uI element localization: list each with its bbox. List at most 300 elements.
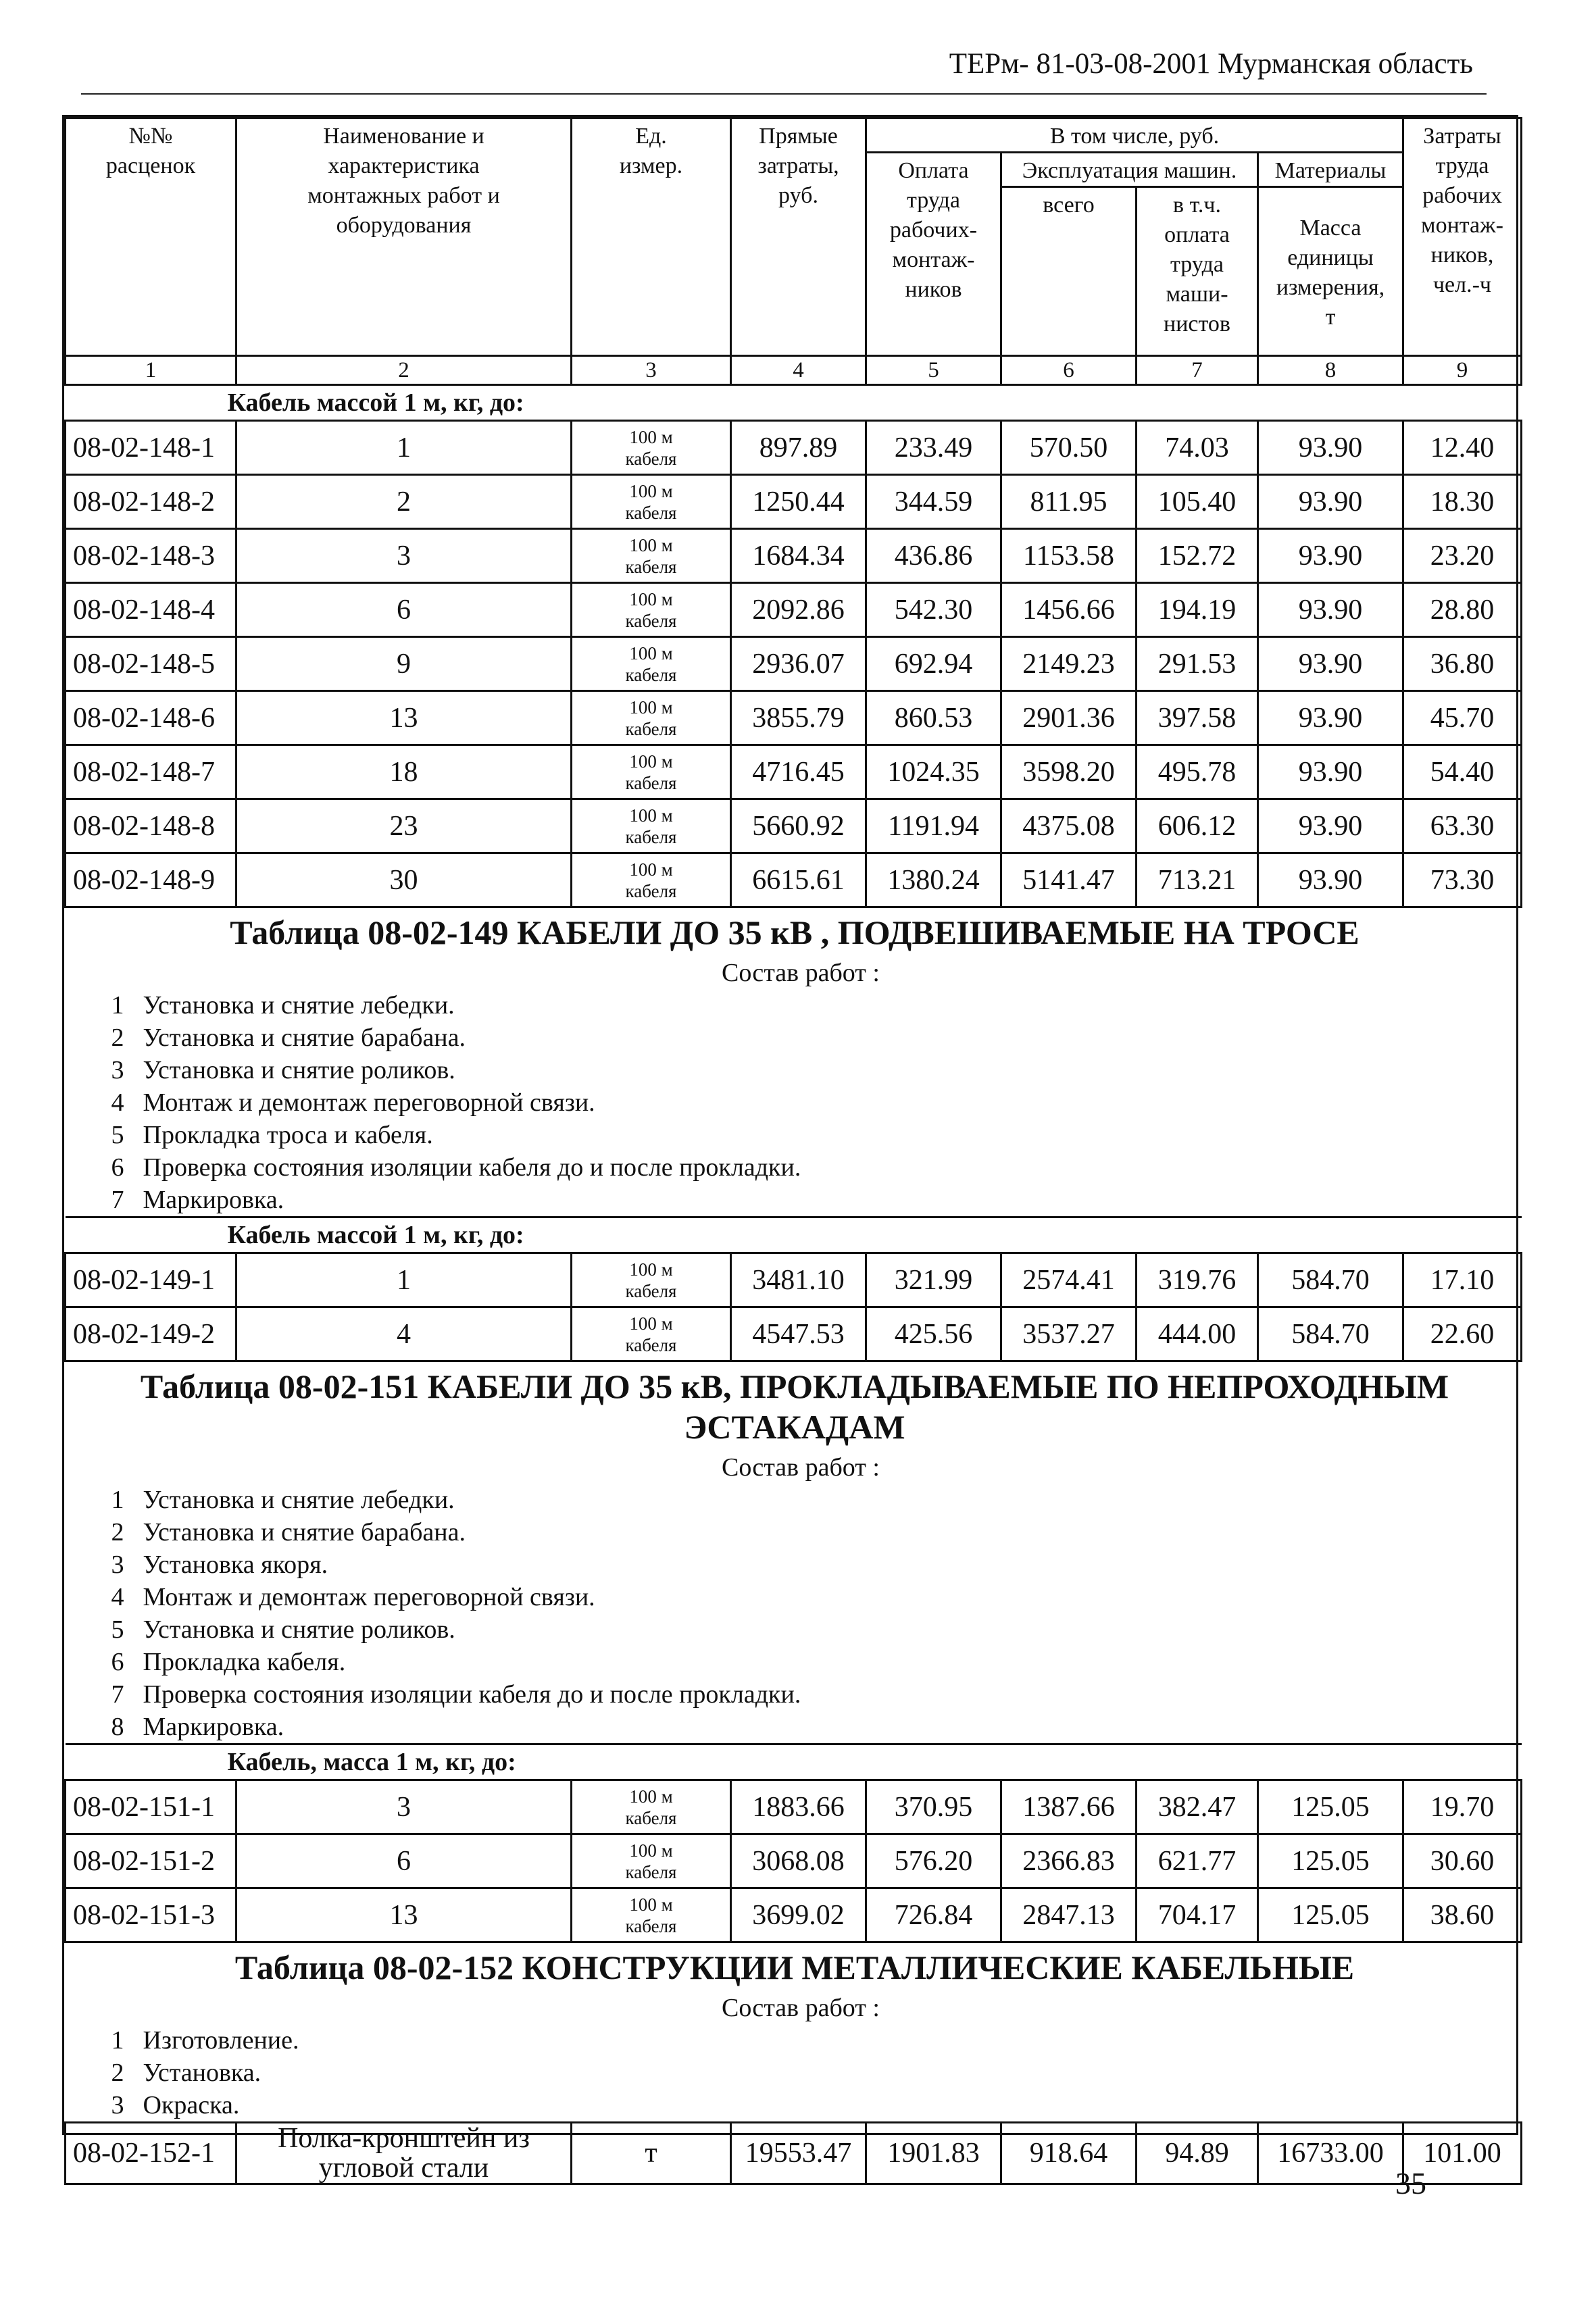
work-number: 3 — [111, 1056, 124, 1084]
unit-cell — [572, 583, 731, 637]
labor-costs: 28.80 — [1403, 583, 1522, 637]
unit-line: кабеля — [625, 826, 677, 847]
col-header-code-text — [66, 122, 235, 181]
table-title: Таблица 08-02-152 КОНСТРУКЦИИ МЕТАЛЛИЧЕСКИЕ КАБЕЛЬНЫЕ — [234, 1948, 1355, 1986]
table-row — [66, 421, 1522, 475]
col-header-group: В том числе, руб. — [866, 118, 1403, 153]
work-item — [66, 1581, 1522, 1613]
unit-cell: т — [572, 2123, 731, 2184]
work-item — [66, 1646, 1522, 1678]
materials-mass: 93.90 — [1258, 799, 1403, 853]
work-number: 4 — [111, 1583, 124, 1611]
machinist-wages: 194.19 — [1137, 583, 1258, 637]
table-row — [66, 691, 1522, 745]
labor-costs: 22.60 — [1403, 1307, 1522, 1361]
unit-line: кабеля — [625, 718, 677, 739]
materials-mass: 93.90 — [1258, 529, 1403, 583]
table-row — [66, 583, 1522, 637]
worker-wages: 370.95 — [866, 1780, 1001, 1834]
header-line: ников, — [1430, 243, 1494, 268]
rate-code: 08-02-152-1 — [66, 2123, 236, 2184]
work-item — [66, 1549, 1522, 1581]
cable-mass: 23 — [236, 799, 572, 853]
header-line: труда — [1170, 252, 1224, 277]
header-line: ников — [905, 277, 962, 302]
header-line: Наименование и — [323, 124, 484, 149]
machinist-wages: 713.21 — [1137, 853, 1258, 907]
work-number: 4 — [111, 1088, 124, 1117]
machines-total: 2901.36 — [1001, 691, 1137, 745]
labor-costs: 101.00 — [1403, 2123, 1522, 2184]
work-text: Установка и снятие роликов. — [143, 1615, 455, 1644]
direct-costs: 5660.92 — [731, 799, 866, 853]
work-item — [66, 1086, 1522, 1119]
work-text: Установка и снятие роликов. — [143, 1056, 455, 1084]
work-item — [66, 1119, 1522, 1151]
table-title-cell — [66, 907, 1522, 1217]
unit-text — [572, 588, 730, 632]
materials-mass: 584.70 — [1258, 1253, 1403, 1307]
header-line: оборудования — [336, 213, 472, 238]
rate-code: 08-02-148-8 — [66, 799, 236, 853]
direct-costs: 1684.34 — [731, 529, 866, 583]
worker-wages: 425.56 — [866, 1307, 1001, 1361]
worker-wages: 436.86 — [866, 529, 1001, 583]
unit-cell — [572, 637, 731, 691]
cable-mass: 9 — [236, 637, 572, 691]
rates-table — [64, 117, 1522, 2185]
unit-text — [572, 1840, 730, 1883]
header-line: нистов — [1164, 311, 1230, 336]
unit-line: 100 м — [629, 1840, 673, 1861]
work-number: 1 — [111, 991, 124, 1020]
table-row — [66, 637, 1522, 691]
cable-mass: 4 — [236, 1307, 572, 1361]
worker-wages: 1024.35 — [866, 745, 1001, 799]
work-text: Установка и снятие лебедки. — [143, 991, 455, 1020]
work-text: Монтаж и демонтаж переговорной связи. — [143, 1088, 595, 1117]
header-line: Затраты — [1423, 124, 1501, 149]
subheading: Кабель, масса 1 м, кг, до: — [66, 1744, 1522, 1780]
work-text: Проверка состояния изоляции кабеля до и после прокладки. — [143, 1153, 801, 1182]
rate-code: 08-02-148-6 — [66, 691, 236, 745]
machinist-wages: 291.53 — [1137, 637, 1258, 691]
unit-text — [572, 805, 730, 848]
machinist-wages: 444.00 — [1137, 1307, 1258, 1361]
labor-costs: 54.40 — [1403, 745, 1522, 799]
work-text: Изготовление. — [143, 2026, 299, 2055]
worker-wages: 1191.94 — [866, 799, 1001, 853]
table-row — [66, 2123, 1522, 2184]
rate-code: 08-02-148-5 — [66, 637, 236, 691]
table-row — [66, 475, 1522, 529]
rate-code: 08-02-148-3 — [66, 529, 236, 583]
col-header-unit-text — [572, 122, 730, 181]
table-row — [66, 1253, 1522, 1307]
direct-costs: 897.89 — [731, 421, 866, 475]
materials-mass: 584.70 — [1258, 1307, 1403, 1361]
table-row — [66, 1888, 1522, 1942]
subheading-row — [66, 385, 1522, 421]
work-item — [66, 1184, 1522, 1216]
work-item — [66, 2057, 1522, 2089]
cable-mass: 2 — [236, 475, 572, 529]
rate-code: 08-02-151-1 — [66, 1780, 236, 1834]
table-row — [66, 529, 1522, 583]
work-number: 8 — [111, 1713, 124, 1741]
rate-code: 08-02-151-2 — [66, 1834, 236, 1888]
header-line: т — [1325, 304, 1336, 330]
machines-total: 2574.41 — [1001, 1253, 1137, 1307]
header-line: расценок — [105, 153, 196, 178]
unit-line: 100 м — [629, 643, 673, 663]
work-item — [66, 989, 1522, 1022]
unit-line: 100 м — [629, 534, 673, 555]
subheading: Кабель массой 1 м, кг, до: — [66, 385, 1522, 421]
cable-mass: 3 — [236, 1780, 572, 1834]
materials-mass: 125.05 — [1258, 1780, 1403, 1834]
work-text: Установка и снятие барабана. — [143, 1518, 466, 1546]
labor-costs: 36.80 — [1403, 637, 1522, 691]
header-line: Оплата — [898, 158, 969, 183]
column-number: 8 — [1258, 356, 1403, 385]
cable-mass: 6 — [236, 1834, 572, 1888]
work-item — [66, 1022, 1522, 1054]
col-header-name — [236, 118, 572, 356]
work-text: Установка. — [143, 2059, 261, 2087]
unit-text — [572, 534, 730, 578]
unit-line: 100 м — [629, 1894, 673, 1915]
unit-cell — [572, 1253, 731, 1307]
table-row — [66, 1780, 1522, 1834]
header-line: Масса — [1299, 215, 1362, 241]
cable-mass: 13 — [236, 691, 572, 745]
work-item — [66, 1613, 1522, 1646]
work-number: 5 — [111, 1615, 124, 1644]
machines-total: 3598.20 — [1001, 745, 1137, 799]
work-number: 3 — [111, 2091, 124, 2119]
cable-mass: 18 — [236, 745, 572, 799]
unit-text — [572, 480, 730, 524]
col-header-machines-total: всего — [1001, 187, 1137, 356]
work-text: Окраска. — [143, 2091, 240, 2119]
work-number: 6 — [111, 1648, 124, 1676]
rate-code: 08-02-148-9 — [66, 853, 236, 907]
unit-line: 100 м — [629, 1313, 673, 1334]
work-number: 2 — [111, 1518, 124, 1546]
works-label: Состав работ : — [722, 1994, 880, 2022]
col-header-wages — [866, 153, 1001, 356]
unit-text — [572, 643, 730, 686]
machinist-wages: 152.72 — [1137, 529, 1258, 583]
worker-wages: 542.30 — [866, 583, 1001, 637]
rate-code: 08-02-148-2 — [66, 475, 236, 529]
header-line: единицы — [1287, 245, 1374, 270]
unit-cell — [572, 799, 731, 853]
materials-mass: 16733.00 — [1258, 2123, 1403, 2184]
header-line: чел.-ч — [1432, 272, 1492, 297]
labor-costs: 38.60 — [1403, 1888, 1522, 1942]
work-text: Проверка состояния изоляции кабеля до и после прокладки. — [143, 1680, 801, 1709]
header-line: Ед. — [635, 124, 667, 149]
machinist-wages: 606.12 — [1137, 799, 1258, 853]
machinist-wages: 495.78 — [1137, 745, 1258, 799]
unit-line: кабеля — [625, 556, 677, 577]
unit-line: кабеля — [625, 1915, 677, 1936]
worker-wages: 1901.83 — [866, 2123, 1001, 2184]
work-text: Установка и снятие барабана. — [143, 1024, 466, 1052]
labor-costs: 45.70 — [1403, 691, 1522, 745]
machines-total: 811.95 — [1001, 475, 1137, 529]
col-header-mass — [1258, 187, 1403, 356]
rate-code: 08-02-148-7 — [66, 745, 236, 799]
unit-line: 100 м — [629, 697, 673, 718]
col-header-materials: Материалы — [1258, 153, 1403, 187]
col-header-direct-costs — [731, 118, 866, 356]
materials-mass: 93.90 — [1258, 421, 1403, 475]
cable-mass: 1 — [236, 1253, 572, 1307]
unit-line: 100 м — [629, 1786, 673, 1807]
header-line: затраты, — [757, 153, 839, 178]
header-line: руб. — [778, 183, 818, 208]
work-item — [66, 1711, 1522, 1743]
machinist-wages: 397.58 — [1137, 691, 1258, 745]
machines-total: 1387.66 — [1001, 1780, 1137, 1834]
header-line: измер. — [619, 153, 683, 178]
machinist-wages: 74.03 — [1137, 421, 1258, 475]
col-header-unit — [572, 118, 731, 356]
direct-costs: 1250.44 — [731, 475, 866, 529]
labor-costs: 30.60 — [1403, 1834, 1522, 1888]
work-number: 7 — [111, 1186, 124, 1214]
unit-line: кабеля — [625, 1334, 677, 1355]
unit-text — [572, 426, 730, 470]
unit-line: 100 м — [629, 480, 673, 501]
materials-mass: 93.90 — [1258, 583, 1403, 637]
machines-total: 918.64 — [1001, 2123, 1137, 2184]
unit-line: кабеля — [625, 610, 677, 631]
machines-total: 1456.66 — [1001, 583, 1137, 637]
header-line: маши- — [1166, 282, 1228, 307]
direct-costs: 19553.47 — [731, 2123, 866, 2184]
work-number: 2 — [111, 1024, 124, 1052]
work-name — [236, 2123, 572, 2184]
table-title-row — [66, 1361, 1522, 1744]
unit-text — [572, 1259, 730, 1302]
rate-code: 08-02-151-3 — [66, 1888, 236, 1942]
table-title: Таблица 08-02-149 КАБЕЛИ ДО 35 кВ , ПОДВЕШИВАЕМЫЕ НА ТРОСЕ — [230, 913, 1360, 951]
table-title-row — [66, 907, 1522, 1217]
labor-costs: 17.10 — [1403, 1253, 1522, 1307]
col-header-machines: Эксплуатация машин. — [1001, 153, 1258, 187]
work-item — [66, 1516, 1522, 1549]
col-header-labor-costs-text — [1404, 122, 1520, 300]
unit-line: кабеля — [625, 1861, 677, 1882]
machinist-wages: 704.17 — [1137, 1888, 1258, 1942]
unit-text — [572, 859, 730, 902]
work-number: 2 — [111, 2059, 124, 2087]
unit-line: 100 м — [629, 805, 673, 826]
table-row — [66, 1834, 1522, 1888]
col-header-name-text — [237, 122, 570, 241]
labor-costs: 73.30 — [1403, 853, 1522, 907]
machinist-wages: 94.89 — [1137, 2123, 1258, 2184]
materials-mass: 93.90 — [1258, 853, 1403, 907]
machines-total: 5141.47 — [1001, 853, 1137, 907]
work-item — [66, 1678, 1522, 1711]
unit-cell — [572, 1780, 731, 1834]
unit-text — [572, 1786, 730, 1829]
unit-text — [572, 1894, 730, 1937]
col-header-machinist-wages — [1137, 187, 1258, 356]
unit-text — [572, 751, 730, 794]
direct-costs: 3855.79 — [731, 691, 866, 745]
column-number: 4 — [731, 356, 866, 385]
work-number: 7 — [111, 1680, 124, 1709]
work-text: Маркировка. — [143, 1186, 284, 1214]
col-header-code — [66, 118, 236, 356]
table-title-cell — [66, 1942, 1522, 2123]
subheading-row — [66, 1744, 1522, 1780]
materials-mass: 93.90 — [1258, 637, 1403, 691]
table-row — [66, 799, 1522, 853]
work-item — [66, 1151, 1522, 1184]
machinist-wages: 319.76 — [1137, 1253, 1258, 1307]
header-line: рабочих — [1422, 183, 1502, 208]
header-line: Прямые — [759, 124, 838, 149]
direct-costs: 6615.61 — [731, 853, 866, 907]
header-line: №№ — [128, 124, 173, 149]
rate-code: 08-02-149-1 — [66, 1253, 236, 1307]
column-number-row — [66, 356, 1522, 385]
unit-line: кабеля — [625, 1807, 677, 1828]
unit-line: 100 м — [629, 1259, 673, 1280]
machines-total: 4375.08 — [1001, 799, 1137, 853]
machines-total: 3537.27 — [1001, 1307, 1137, 1361]
header-line: характеристика — [328, 153, 480, 178]
unit-cell — [572, 475, 731, 529]
table-row — [66, 745, 1522, 799]
rate-code: 08-02-149-2 — [66, 1307, 236, 1361]
page-number: 35 — [1395, 2166, 1426, 2200]
col-header-wages-text — [867, 156, 1000, 305]
unit-line: кабеля — [625, 772, 677, 793]
works-label: Состав работ : — [722, 959, 880, 987]
header-line: монтаж- — [1421, 213, 1503, 238]
rate-code: 08-02-148-4 — [66, 583, 236, 637]
labor-costs: 23.20 — [1403, 529, 1522, 583]
machinist-wages: 621.77 — [1137, 1834, 1258, 1888]
page-header: ТЕРм- 81-03-08-2001 Мурманская область — [949, 48, 1473, 80]
labor-costs: 19.70 — [1403, 1780, 1522, 1834]
cable-mass: 13 — [236, 1888, 572, 1942]
table-title-cell — [66, 1361, 1522, 1744]
work-text: Установка и снятие лебедки. — [143, 1486, 455, 1514]
header-line: монтажных работ и — [307, 183, 500, 208]
worker-wages: 344.59 — [866, 475, 1001, 529]
machines-total: 2366.83 — [1001, 1834, 1137, 1888]
work-item — [66, 1484, 1522, 1516]
unit-cell — [572, 853, 731, 907]
unit-line: кабеля — [625, 1280, 677, 1301]
cable-mass: 1 — [236, 421, 572, 475]
col-header-machinist-wages-text — [1137, 191, 1257, 339]
col-header-mass-text — [1259, 213, 1402, 332]
work-text: Монтаж и демонтаж переговорной связи. — [143, 1583, 595, 1611]
materials-mass: 125.05 — [1258, 1834, 1403, 1888]
direct-costs: 3699.02 — [731, 1888, 866, 1942]
work-number: 3 — [111, 1551, 124, 1579]
direct-costs: 3481.10 — [731, 1253, 866, 1307]
unit-line: кабеля — [625, 664, 677, 685]
work-number: 1 — [111, 2026, 124, 2055]
worker-wages: 233.49 — [866, 421, 1001, 475]
worker-wages: 726.84 — [866, 1888, 1001, 1942]
work-number: 1 — [111, 1486, 124, 1514]
unit-line: 100 м — [629, 859, 673, 880]
unit-line: кабеля — [625, 880, 677, 901]
unit-line: 100 м — [629, 426, 673, 447]
column-number: 6 — [1001, 356, 1137, 385]
table-title: Таблица 08-02-151 КАБЕЛИ ДО 35 кВ, ПРОКЛАДЫВАЕМЫЕ ПО НЕПРОХОДНЫМ ЭСТАКАДАМ — [140, 1367, 1449, 1446]
machines-total: 2149.23 — [1001, 637, 1137, 691]
direct-costs: 4716.45 — [731, 745, 866, 799]
materials-mass: 93.90 — [1258, 475, 1403, 529]
rate-code: 08-02-148-1 — [66, 421, 236, 475]
subheading-row — [66, 1217, 1522, 1253]
labor-costs: 63.30 — [1403, 799, 1522, 853]
unit-cell — [572, 529, 731, 583]
work-text: Маркировка. — [143, 1713, 284, 1741]
worker-wages: 576.20 — [866, 1834, 1001, 1888]
work-item — [66, 2089, 1522, 2121]
column-number: 5 — [866, 356, 1001, 385]
machinist-wages: 105.40 — [1137, 475, 1258, 529]
header-line: труда — [1435, 153, 1489, 178]
unit-line: 100 м — [629, 751, 673, 772]
unit-cell — [572, 1834, 731, 1888]
work-text: Прокладка троса и кабеля. — [143, 1121, 433, 1149]
column-number: 2 — [236, 356, 572, 385]
document-table — [62, 115, 1518, 2184]
work-name-line: угловой стали — [318, 2153, 489, 2184]
table-body — [66, 118, 1522, 2184]
labor-costs: 12.40 — [1403, 421, 1522, 475]
unit-line: 100 м — [629, 588, 673, 609]
unit-line: кабеля — [625, 502, 677, 523]
table-row — [66, 1307, 1522, 1361]
cable-mass: 30 — [236, 853, 572, 907]
materials-mass: 125.05 — [1258, 1888, 1403, 1942]
column-number: 9 — [1403, 356, 1522, 385]
unit-cell — [572, 1888, 731, 1942]
direct-costs: 1883.66 — [731, 1780, 866, 1834]
direct-costs: 3068.08 — [731, 1834, 866, 1888]
work-item — [66, 2024, 1522, 2057]
works-label: Состав работ : — [722, 1453, 880, 1482]
header-row-1 — [66, 118, 1522, 153]
unit-cell — [572, 691, 731, 745]
unit-text — [572, 1313, 730, 1356]
worker-wages: 692.94 — [866, 637, 1001, 691]
worker-wages: 860.53 — [866, 691, 1001, 745]
work-number: 6 — [111, 1153, 124, 1182]
worker-wages: 321.99 — [866, 1253, 1001, 1307]
worker-wages: 1380.24 — [866, 853, 1001, 907]
direct-costs: 2092.86 — [731, 583, 866, 637]
subheading: Кабель массой 1 м, кг, до: — [66, 1217, 1522, 1253]
materials-mass: 93.90 — [1258, 691, 1403, 745]
